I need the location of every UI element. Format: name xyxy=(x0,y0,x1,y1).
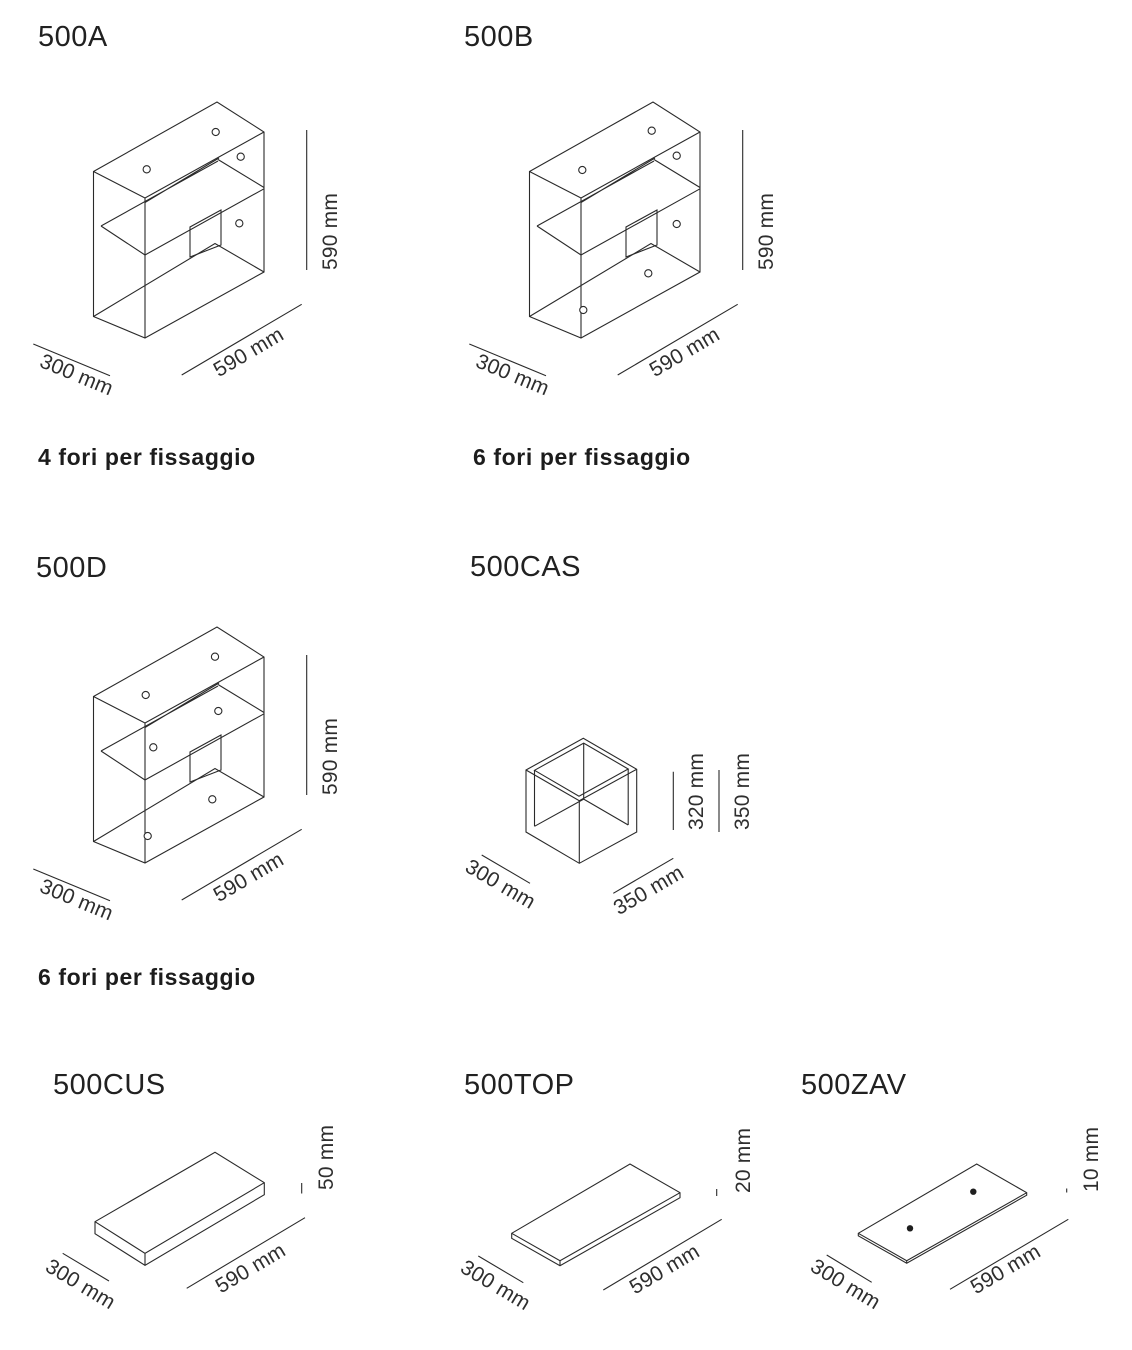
dim-inner-height-label: 320 mm xyxy=(685,752,708,830)
dim-height-label: 590 mm xyxy=(319,192,342,270)
shelf-body xyxy=(530,102,701,338)
dim-height-label: 590 mm xyxy=(319,717,342,795)
dim-depth-label: 300 mm xyxy=(461,854,540,914)
isometric-drawing-500cas xyxy=(440,700,780,930)
dim-width-label: 590 mm xyxy=(209,847,288,907)
dim-width-label: 590 mm xyxy=(966,1239,1045,1299)
fixing-holes-note: 6 fori per fissaggio xyxy=(473,444,691,470)
panel-title: 500TOP xyxy=(464,1069,575,1101)
isometric-drawing-500zav xyxy=(780,1100,1125,1340)
dim-depth-label: 300 mm xyxy=(36,874,117,926)
panel-title: 500A xyxy=(38,21,108,53)
fixing-holes-note: 4 fori per fissaggio xyxy=(38,444,256,470)
dim-width-label: 350 mm xyxy=(609,861,688,920)
panel-silhouette xyxy=(512,1164,680,1266)
isometric-drawing-500b xyxy=(436,0,816,430)
dim-width-label: 590 mm xyxy=(209,322,288,382)
dim-width-label: 590 mm xyxy=(211,1238,290,1299)
dim-width-label: 590 mm xyxy=(625,1239,704,1300)
isometric-drawing-500cus xyxy=(20,1100,360,1340)
dim-height-label: 590 mm xyxy=(755,192,778,270)
panel-title: 500ZAV xyxy=(801,1069,907,1101)
dim-depth-label: 300 mm xyxy=(806,1254,885,1315)
dim-width-label: 590 mm xyxy=(645,322,724,382)
panel-title: 500B xyxy=(464,21,534,53)
panel-title: 500D xyxy=(36,552,108,584)
isometric-drawing-500top xyxy=(440,1100,770,1340)
dim-thickness-label: 10 mm xyxy=(1080,1126,1103,1192)
isometric-drawing-500a xyxy=(0,0,380,430)
dim-thickness-label: 50 mm xyxy=(315,1124,338,1190)
panel-title: 500CUS xyxy=(53,1069,166,1101)
isometric-drawing-500d xyxy=(0,525,380,955)
dim-thickness-label: 20 mm xyxy=(732,1127,755,1193)
fixing-holes-note: 6 fori per fissaggio xyxy=(38,964,256,990)
dim-depth-label: 300 mm xyxy=(36,349,117,401)
slab-silhouette xyxy=(95,1152,264,1265)
dim-height-label: 350 mm xyxy=(731,752,754,830)
shelf-body xyxy=(94,627,265,863)
dim-depth-label: 300 mm xyxy=(472,349,553,401)
dim-depth-label: 300 mm xyxy=(456,1255,535,1316)
panel-title: 500CAS xyxy=(470,551,582,583)
plate-silhouette xyxy=(858,1164,1026,1263)
dim-depth-label: 300 mm xyxy=(41,1254,120,1315)
